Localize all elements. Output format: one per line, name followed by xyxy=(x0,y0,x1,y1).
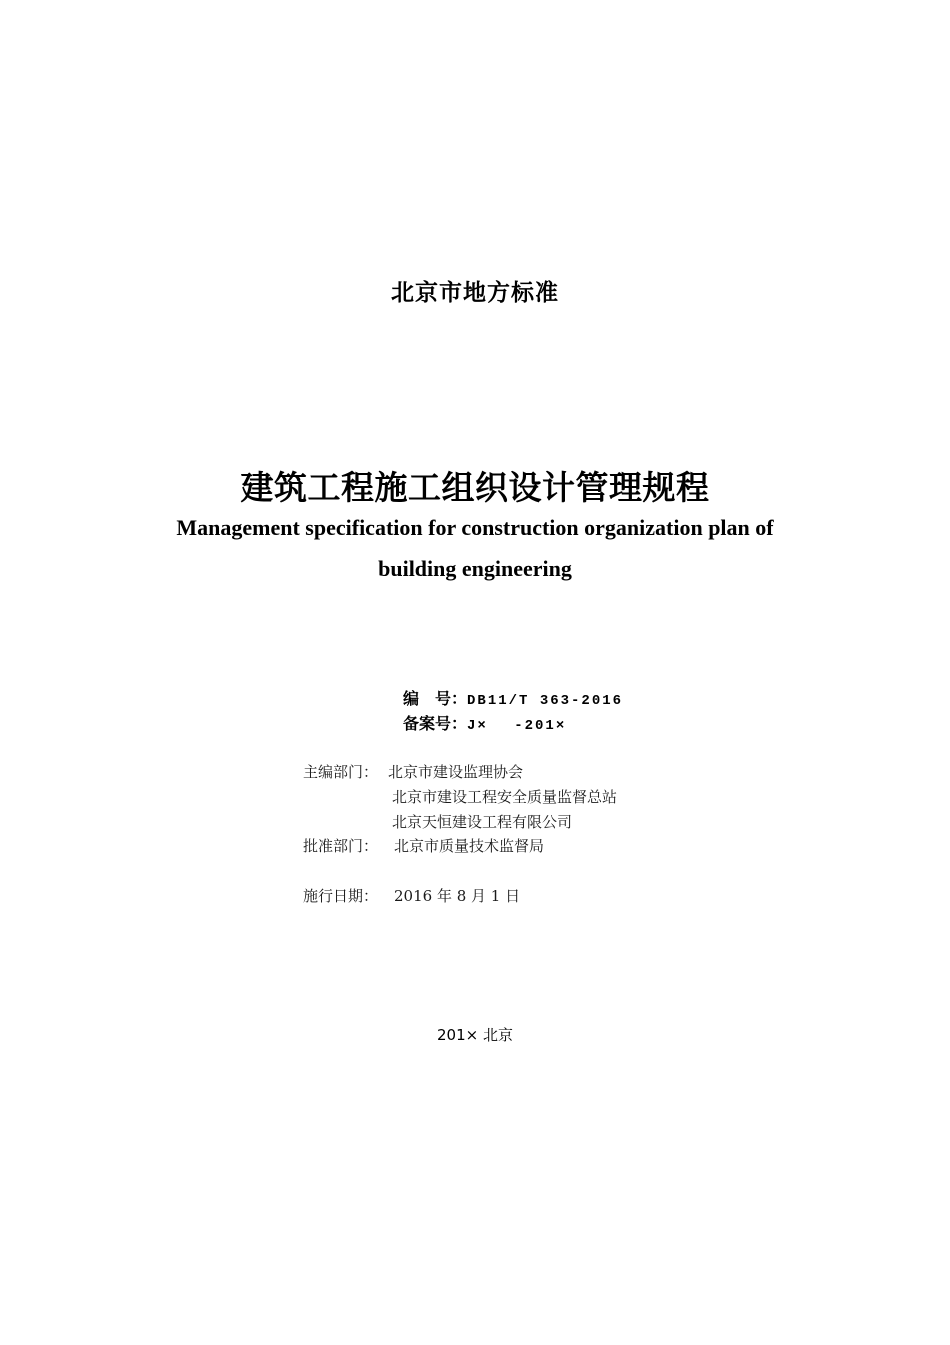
record-number xyxy=(403,711,566,734)
record-number-label: 备案号： xyxy=(403,714,468,733)
document-title-en-line1: Management specification for construction organization plan of xyxy=(176,515,774,540)
publication-year-place: 201× 北京 xyxy=(437,1026,513,1044)
document-title-cn: 建筑工程施工组织设计管理规程 xyxy=(240,468,710,507)
effective-date-value: 2016 年 8 月 1 日 xyxy=(394,887,521,905)
chief-editor-3: 北京天恒建设工程有限公司 xyxy=(392,813,573,831)
approval-value: 北京市质量技术监督局 xyxy=(394,837,545,855)
standard-number-label: 编 号： xyxy=(403,689,468,708)
chief-editor-label: 主编部门： xyxy=(303,763,379,781)
approval-label: 批准部门： xyxy=(303,837,379,855)
effective-date-label: 施行日期： xyxy=(303,887,379,905)
chief-editor-1: 北京市建设监理协会 xyxy=(388,763,524,781)
standard-number-value: DB11/T 363-2016 xyxy=(467,693,624,709)
record-number-value: J× -201× xyxy=(467,718,567,734)
document-title-en-line2: building engineering xyxy=(378,556,572,581)
standard-number xyxy=(403,686,623,709)
standard-type: 北京市地方标准 xyxy=(391,280,559,306)
chief-editor-2: 北京市建设工程安全质量监督总站 xyxy=(392,788,618,806)
